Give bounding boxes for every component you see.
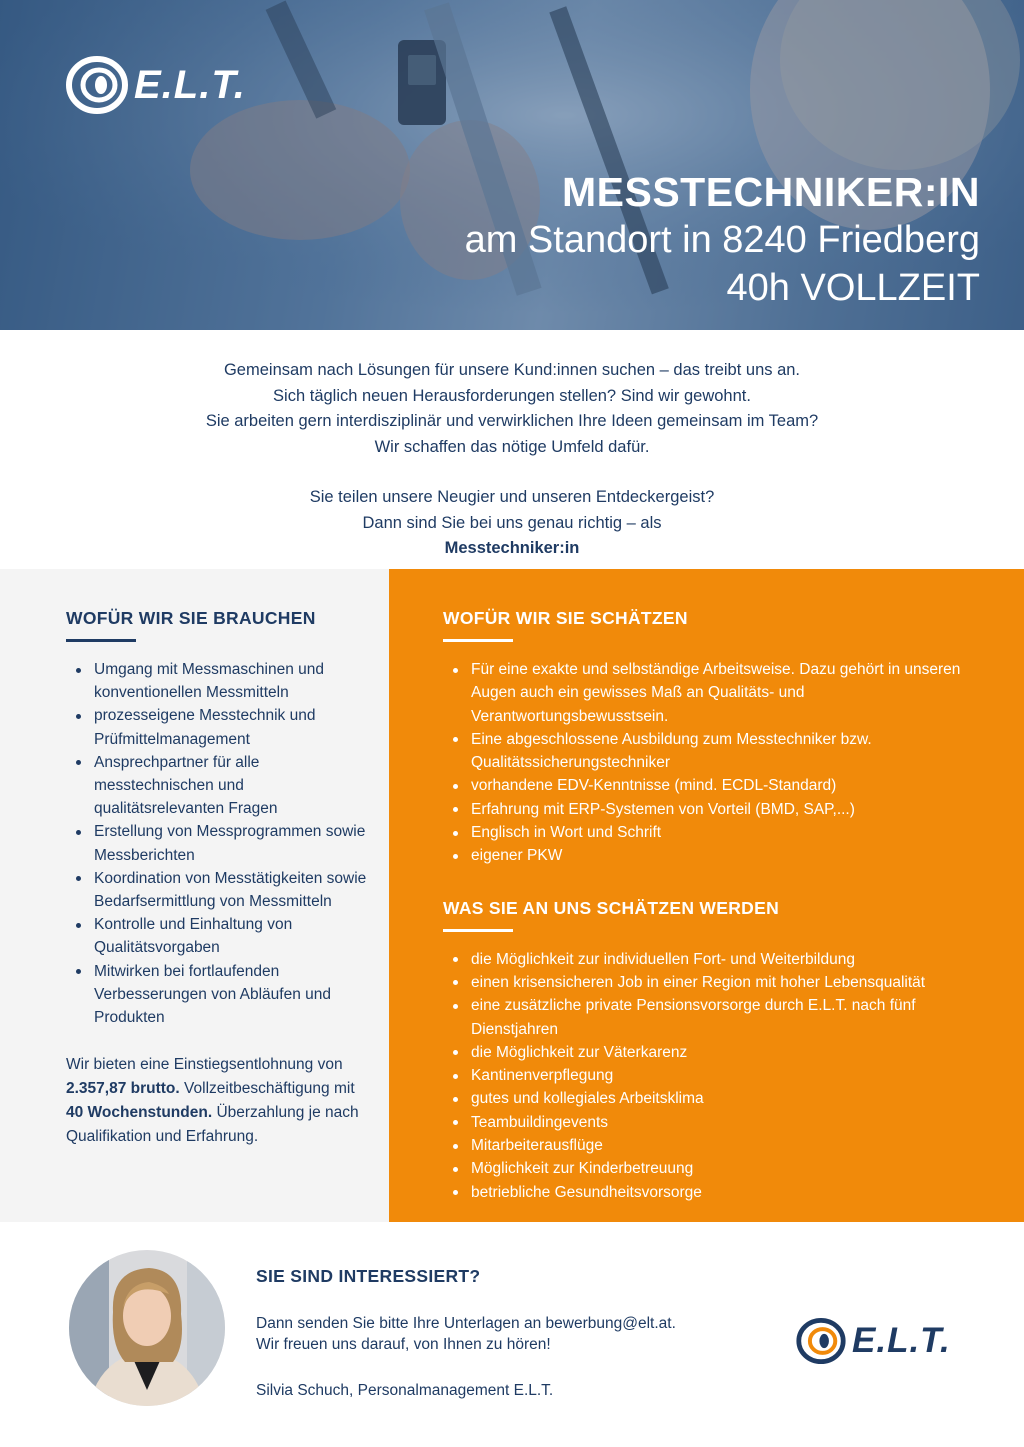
list-item: Erfahrung mit ERP-Systemen von Vorteil (BMD, SAP,...) [443,798,983,821]
list-item: einen krisensicheren Job in einer Region mit hoher Lebensqualität [443,971,983,994]
contact-avatar-photo [69,1250,225,1406]
list-item: gutes und kollegiales Arbeitsklima [443,1087,983,1110]
list-item: Mitarbeiterausflüge [443,1134,983,1157]
list-item: Möglichkeit zur Kinderbetreuung [443,1157,983,1180]
benefits-list [443,948,983,1204]
contact-avatar [69,1250,225,1406]
list-item: Kantinenverpflegung [443,1064,983,1087]
requirements-panel [0,569,389,1222]
profile-heading: WOFÜR WIR SIE SCHÄTZEN [443,608,688,628]
profile-list [443,658,983,868]
list-item: betriebliche Gesundheitsvorsorge [443,1181,983,1204]
list-item: Eine abgeschlossene Ausbildung zum Messtechniker bzw. Qualitätssicherungstechniker [443,728,983,775]
list-item: Ansprechpartner für alle messtechnischen und qualitätsrelevanten Fragen [66,751,376,821]
list-item: die Möglichkeit zur individuellen Fort- und Weiterbildung [443,948,983,971]
benefits-heading: WAS SIE AN UNS SCHÄTZEN WERDEN [443,897,780,918]
hero-banner [0,0,1024,330]
heading-underline [443,639,513,642]
list-item: prozesseigene Messtechnik und Prüfmittelmanagement [66,704,376,750]
intro-line: Sie arbeiten gern interdisziplinär und verwirklichen Ihre Ideen gemeinsam im Team? [205,412,819,430]
tasks-heading: WOFÜR WIR SIE BRAUCHEN [66,608,316,628]
list-item: Kontrolle und Einhaltung von Qualitätsvorgaben [66,913,376,959]
salary-text: Vollzeitbeschäftigung mit [184,1080,355,1098]
intro-line: Dann sind Sie bei uns genau richtig – als [362,513,662,532]
elt-logo-mark-icon [796,1318,846,1364]
elt-logo-wordmark: E.L.T. [852,1321,951,1360]
benefits-panel [389,569,1024,1222]
list-item: Umgang mit Messmaschinen und konventionellen Messmitteln [66,658,376,704]
tasks-list [66,658,376,1029]
intro-role: Messtechniker:in [444,539,580,557]
job-hours: 40h VOLLZEIT [726,267,980,309]
intro-line: Wir schaffen das nötige Umfeld dafür. [374,437,650,456]
elt-logo-wordmark: E.L.T. [134,62,246,107]
contact-line: Wir freuen uns darauf, von Ihnen zu hören! [256,1336,551,1353]
contact-heading: SIE SIND INTERESSIERT? [256,1266,481,1286]
list-item: Für eine exakte und selbständige Arbeitsweise. Dazu gehört in unseren Augen auch ein gewisses Maß an Qualitäts- und Verantwortungsbewusstsein. [443,658,983,728]
salary-hours: 40 Wochenstunden. [66,1104,213,1122]
elt-logo-footer [796,1318,951,1364]
hero-heading [465,168,980,312]
job-title: MESSTECHNIKER:IN [561,169,980,215]
contact-section [256,1266,756,1401]
list-item: Mitwirken bei fortlaufenden Verbesserungen von Abläufen und Produkten [66,960,376,1030]
list-item: Englisch in Wort und Schrift [443,821,983,844]
list-item: Erstellung von Messprogrammen sowie Messberichten [66,820,376,866]
intro-text [0,358,1024,562]
heading-underline [66,639,136,642]
list-item: Koordination von Messtätigkeiten sowie Bedarfsermittlung von Messmitteln [66,867,376,913]
salary-text: Überzahlung je nach Qualifikation und Erfahrung. [66,1104,359,1146]
list-item: die Möglichkeit zur Väterkarenz [443,1041,983,1064]
list-item: Teambuildingevents [443,1111,983,1134]
intro-line: Gemeinsam nach Lösungen für unsere Kund:innen suchen – das treibt uns an. [223,361,801,379]
elt-logo [66,56,246,114]
list-item: eigener PKW [443,844,983,867]
contact-signature: Silvia Schuch, Personalmanagement E.L.T. [256,1382,554,1399]
salary-info [66,1053,376,1149]
list-item: vorhandene EDV-Kenntnisse (mind. ECDL-Standard) [443,774,983,797]
list-item: eine zusätzliche private Pensionsvorsorge durch E.L.T. nach fünf Dienstjahren [443,994,983,1041]
contact-line: Dann senden Sie bitte Ihre Unterlagen an bewerbung@elt.at. [256,1315,676,1332]
job-location: am Standort in 8240 Friedberg [464,219,980,261]
heading-underline [443,929,513,932]
elt-logo-mark-icon [66,56,128,114]
intro-line: Sich täglich neuen Herausforderungen stellen? Sind wir gewohnt. [273,386,751,405]
salary-amount: 2.357,87 brutto. [66,1080,180,1098]
intro-line: Sie teilen unsere Neugier und unseren Entdeckergeist? [309,488,715,506]
salary-text: Wir bieten eine Einstiegsentlohnung von [66,1056,343,1074]
